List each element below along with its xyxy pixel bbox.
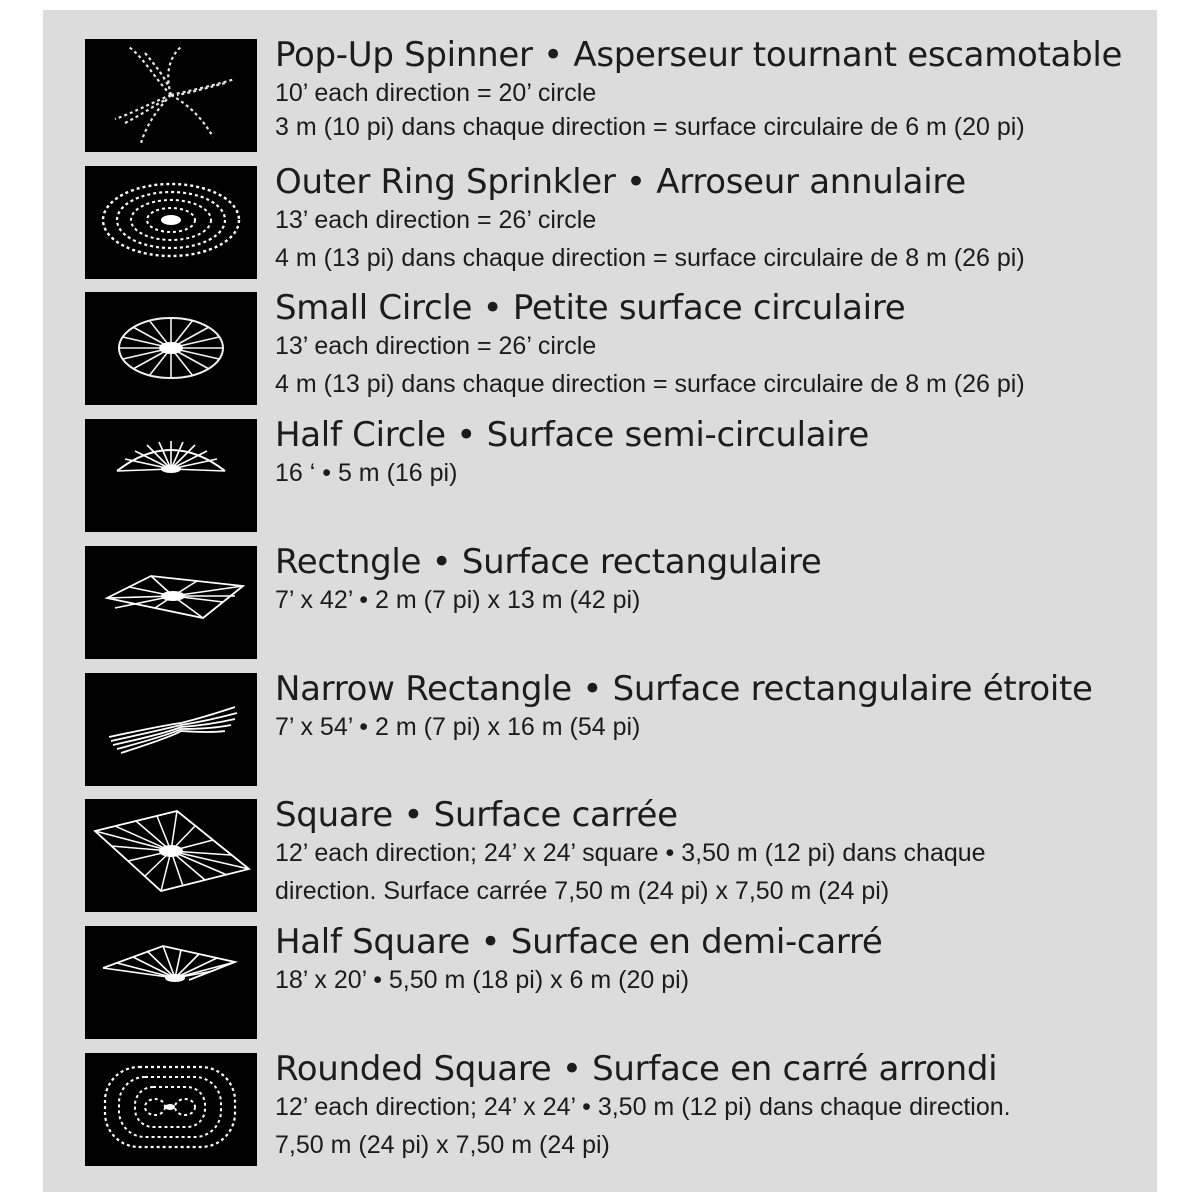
pattern-detail-line: 4 m (13 pi) dans chaque direction = surface circulaire de 8 m (26 pi) xyxy=(275,244,1025,272)
pattern-detail-line: 7,50 m (24 pi) x 7,50 m (24 pi) xyxy=(275,1131,610,1159)
pop-up-spinner-pattern-icon xyxy=(85,39,257,152)
pattern-detail-line: 12’ each direction; 24’ x 24’ square • 3,50 m (12 pi) dans chaque xyxy=(275,839,986,867)
half-circle-pattern-icon xyxy=(85,419,257,532)
pattern-detail-line: 7’ x 54’ • 2 m (7 pi) x 16 m (54 pi) xyxy=(275,713,641,741)
pattern-title: Half Square • Surface en demi-carré xyxy=(275,922,883,962)
outer-ring-pattern-icon xyxy=(85,166,257,279)
pattern-title: Square • Surface carrée xyxy=(275,795,678,835)
pattern-title: Narrow Rectangle • Surface rectangulaire étroite xyxy=(275,669,1093,709)
narrow-rectangle-pattern-icon xyxy=(85,673,257,786)
pattern-title: Pop-Up Spinner • Asperseur tournant escamotable xyxy=(275,35,1123,75)
pattern-detail-line: 3 m (10 pi) dans chaque direction = surface circulaire de 6 m (20 pi) xyxy=(275,113,1025,141)
pattern-title: Rectngle • Surface rectangulaire xyxy=(275,542,822,582)
pattern-detail-line: 7’ x 42’ • 2 m (7 pi) x 13 m (42 pi) xyxy=(275,586,641,614)
pattern-title: Half Circle • Surface semi-circulaire xyxy=(275,415,869,455)
pattern-detail-line: 12’ each direction; 24’ x 24’ • 3,50 m (12 pi) dans chaque direction. xyxy=(275,1093,1011,1121)
spray-patterns-panel xyxy=(43,10,1157,1192)
half-square-pattern-icon xyxy=(85,926,257,1039)
pattern-detail-line: 16 ‘ • 5 m (16 pi) xyxy=(275,459,458,487)
pattern-title: Small Circle • Petite surface circulaire xyxy=(275,288,906,328)
pattern-detail-line: 13’ each direction = 26’ circle xyxy=(275,206,597,234)
small-circle-pattern-icon xyxy=(85,292,257,405)
pattern-title: Outer Ring Sprinkler • Arroseur annulaire xyxy=(275,162,966,202)
pattern-detail-line: 13’ each direction = 26’ circle xyxy=(275,332,597,360)
rectangle-pattern-icon xyxy=(85,546,257,659)
pattern-detail-line: 4 m (13 pi) dans chaque direction = surface circulaire de 8 m (26 pi) xyxy=(275,370,1025,398)
pattern-detail-line: 10’ each direction = 20’ circle xyxy=(275,79,597,107)
pattern-detail-line: direction. Surface carrée 7,50 m (24 pi) x 7,50 m (24 pi) xyxy=(275,877,890,905)
pattern-title: Rounded Square • Surface en carré arrondi xyxy=(275,1049,998,1089)
square-pattern-icon xyxy=(85,799,257,912)
pattern-detail-line: 18’ x 20’ • 5,50 m (18 pi) x 6 m (20 pi) xyxy=(275,966,690,994)
rounded-square-pattern-icon xyxy=(85,1053,257,1166)
